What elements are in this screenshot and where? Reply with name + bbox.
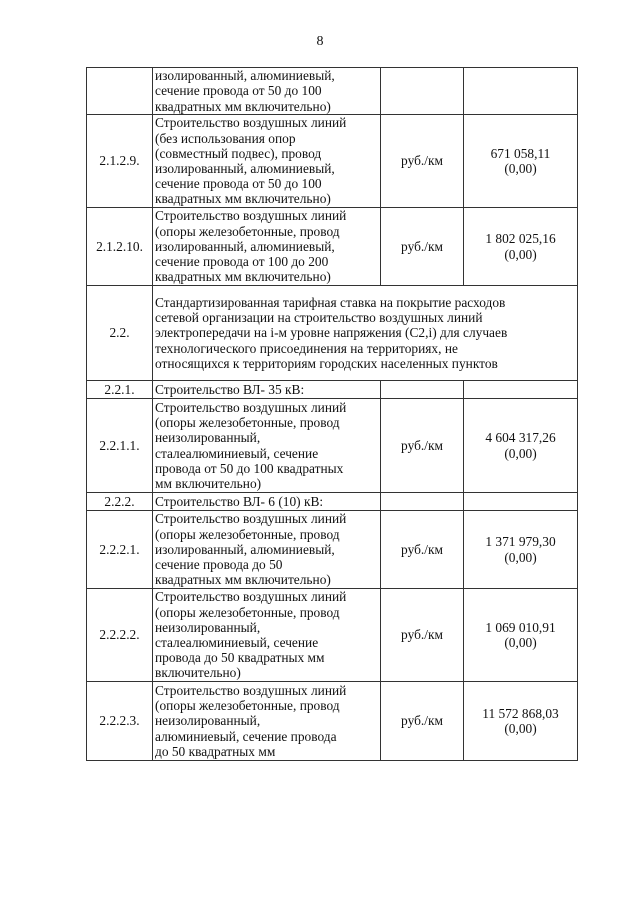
- page-number: 8: [316, 34, 324, 49]
- item-number: 2.2.2.2.: [87, 589, 153, 682]
- item-value: 4 604 317,26 (0,00): [464, 399, 578, 493]
- item-number: 2.2.: [87, 286, 153, 381]
- item-value: 671 058,11 (0,00): [464, 115, 578, 208]
- item-number: [87, 68, 153, 115]
- item-number: 2.2.1.1.: [87, 399, 153, 493]
- table-row: [87, 682, 578, 761]
- item-description: Строительство воздушных линий (без использования опор (совместный подвес), провод изолированный, алюминиевый, сечение провода от 50 до 100 квадратных мм включительно): [153, 115, 381, 208]
- item-description: Строительство воздушных линий (опоры железобетонные, провод изолированный, алюминиевый, сечение провода до 50 квадратных мм включительно): [153, 511, 381, 589]
- item-value: 1 069 010,91 (0,00): [464, 589, 578, 682]
- item-value: 11 572 868,03 (0,00): [464, 682, 578, 761]
- item-number: 2.2.2.1.: [87, 511, 153, 589]
- table-row: [87, 493, 578, 511]
- section-description: Стандартизированная тарифная ставка на покрытие расходов сетевой организации на строительство воздушных линий электропередачи на i-м уровне напряжения (C2,i) для случаев технологического присоединения на территориях, не относящихся к территориям городских населенных пунктов: [153, 286, 578, 381]
- table-row: [87, 399, 578, 493]
- item-unit: руб./км: [381, 589, 464, 682]
- item-number: 2.2.2.: [87, 493, 153, 511]
- table-row: [87, 511, 578, 589]
- item-description: изолированный, алюминиевый, сечение провода от 50 до 100 квадратных мм включительно): [153, 68, 381, 115]
- item-unit: [381, 381, 464, 399]
- item-value: [464, 68, 578, 115]
- item-number: 2.1.2.10.: [87, 208, 153, 286]
- item-number: 2.2.1.: [87, 381, 153, 399]
- item-description: Строительство воздушных линий (опоры железобетонные, провод неизолированный, алюминиевый, сечение провода до 50 квадратных мм: [153, 682, 381, 761]
- item-unit: [381, 493, 464, 511]
- item-number: 2.1.2.9.: [87, 115, 153, 208]
- item-description: Строительство ВЛ- 35 кВ:: [153, 381, 381, 399]
- table-row: [87, 286, 578, 381]
- item-number: 2.2.2.3.: [87, 682, 153, 761]
- item-value: 1 371 979,30 (0,00): [464, 511, 578, 589]
- item-unit: руб./км: [381, 115, 464, 208]
- table-row: [87, 68, 578, 115]
- item-unit: руб./км: [381, 682, 464, 761]
- table-row: [87, 208, 578, 286]
- item-value: [464, 493, 578, 511]
- item-unit: руб./км: [381, 208, 464, 286]
- item-description: Строительство воздушных линий (опоры железобетонные, провод неизолированный, сталеалюминиевый, сечение провода от 50 до 100 квадратных мм включительно): [153, 399, 381, 493]
- item-description: Строительство ВЛ- 6 (10) кВ:: [153, 493, 381, 511]
- tariff-table: [86, 67, 578, 761]
- item-description: Строительство воздушных линий (опоры железобетонные, провод неизолированный, сталеалюминиевый, сечение провода до 50 квадратных мм включительно): [153, 589, 381, 682]
- item-unit: руб./км: [381, 511, 464, 589]
- table-row: [87, 115, 578, 208]
- item-unit: [381, 68, 464, 115]
- item-value: [464, 381, 578, 399]
- table-row: [87, 589, 578, 682]
- table-row: [87, 381, 578, 399]
- item-value: 1 802 025,16 (0,00): [464, 208, 578, 286]
- item-description: Строительство воздушных линий (опоры железобетонные, провод изолированный, алюминиевый, сечение провода от 100 до 200 квадратных мм включительно): [153, 208, 381, 286]
- item-unit: руб./км: [381, 399, 464, 493]
